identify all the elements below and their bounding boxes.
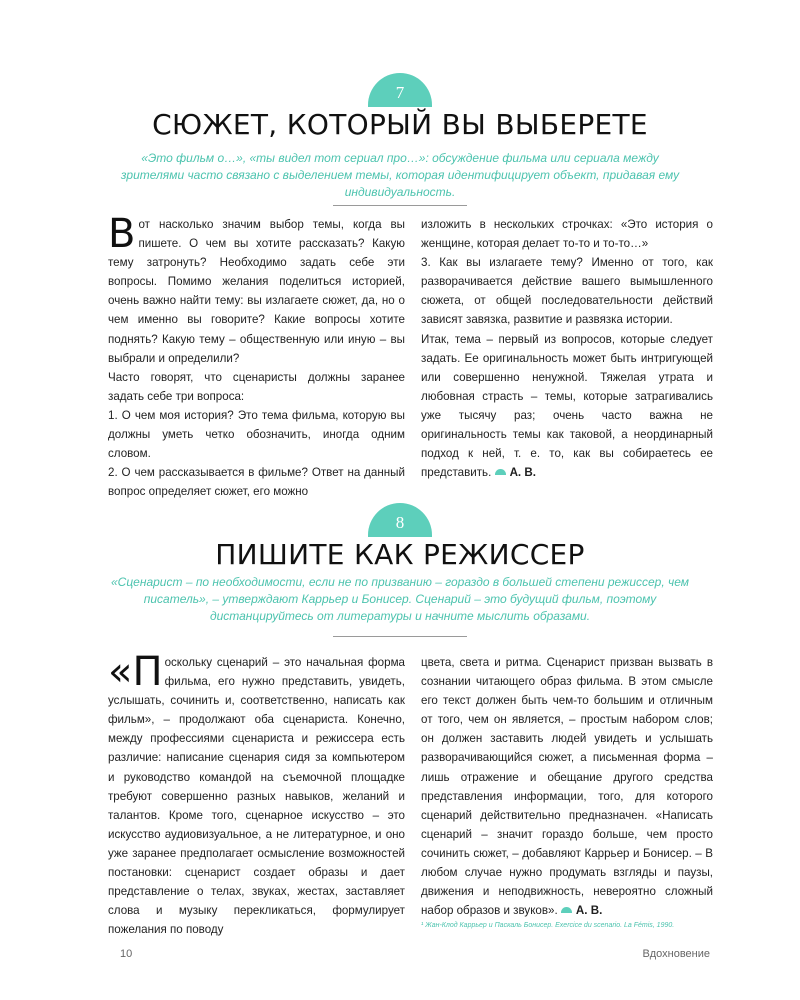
section-title: ПИШИТЕ КАК РЕЖИССЕР — [215, 538, 585, 571]
paragraph — [421, 330, 713, 483]
column-left — [108, 211, 405, 501]
semicircle-icon — [561, 907, 572, 913]
running-title: Вдохновение — [642, 948, 710, 960]
footnote: ¹ Жан-Клод Каррьер и Паскаль Бонисер. Exercice du scenario. La Fémis, 1990. — [421, 922, 675, 929]
author-signature — [495, 466, 536, 479]
paragraph: 3. Как вы излагаете тему? Именно от того, как разворачивается действие вашего вымышленного сюжета, от общей последовательности действий зависят завязка, развитие и развязка истории. — [421, 256, 713, 327]
column-right — [421, 215, 713, 482]
paragraph-text: цвета, света и ритма. Сценарист призван вызвать в сознании читающего образ фильма. В этом смысле его текст должен быть чем-то большим и отличным от того, чем он является, – простым набором слов; он должен заставить людей увидеть и услышать разворачивающийся сюжет, а письменная форма – лишь отражение и обещание другого средства представления информации, того, для которого сценарий действительно предназначен. «Написать сценарий – значит гораздо больше, чем просто сочинить сюжет, – добавляют Каррьер и Бонисер. – В любом случае нужно продумать взгляды и паузы, движения и неподвижность, невероятно сложный набор образов и звуков». — [421, 656, 713, 918]
section-number-badge: 8 — [368, 503, 432, 537]
signature-text: А. В. — [575, 904, 603, 918]
signature-text: А. В. — [509, 466, 536, 480]
author-signature — [561, 904, 602, 917]
drop-cap: В — [108, 211, 136, 257]
column-right — [421, 653, 713, 920]
section-lead: «Сценарист – по необходимости, если не по призванию – гораздо в большей степени режиссер, чем писатель», – утверждают Каррьер и Бонисер. Сценарий – это будущий фильм, поэтому дистанцируйтесь от литературы и начните мыслить образами. — [110, 575, 689, 623]
semicircle-icon — [495, 469, 506, 475]
paragraph: 2. О чем рассказывается в фильме? Ответ на данный вопрос определяет сюжет, его можно — [108, 466, 405, 499]
drop-cap: «П — [108, 649, 163, 695]
paragraph: от насколько значим выбор темы, когда вы пишете. О чем вы хотите рассказать? Какую тему затронуть? Необходимо задать себе эти вопросы. Помимо желания поделиться историей, очень важно найти тему: вы излагаете сюжет, да, но о чем именно вы говорите? Какие вопросы хотите поднять? Какую тему – общественную или иную – вы выбрали и определили? — [108, 218, 405, 365]
paragraph-text: Итак, тема – первый из вопросов, которые следует задать. Ее оригинальность может быть интригующей или совершенно ненужной. Тяжелая утрата и любовная страсть – темы, которые затрагивались уже тысячу раз; очень часто важна не оригинальность темы как таковой, а неординарный подход к ней, т. е. то, как вы собираетесь ее представить. — [421, 332, 713, 480]
divider — [333, 636, 467, 637]
section-lead: «Это фильм о…», «ты видел тот сериал про…»: обсуждение фильма или сериала между зрителями часто связано с выделением темы, которая идентифицирует объект, придавая ему индивидуальность. — [120, 151, 680, 199]
paragraph: Часто говорят, что сценаристы должны заранее задать себе три вопроса: — [108, 370, 405, 403]
divider — [333, 205, 467, 206]
section-title: СЮЖЕТ, КОТОРЫЙ ВЫ ВЫБЕРЕТЕ — [152, 108, 648, 141]
paragraph: 1. О чем моя история? Это тема фильма, которую вы должны уметь четко обозначить, иногда одним словом. — [108, 408, 405, 461]
column-left — [108, 649, 405, 939]
page-number: 10 — [120, 948, 133, 960]
paragraph: изложить в нескольких строчках: «Это история о женщине, которая делает то-то и то-то…» — [421, 218, 713, 251]
section-number-badge: 7 — [368, 73, 432, 107]
paragraph — [421, 653, 713, 920]
paragraph: оскольку сценарий – это начальная форма фильма, его нужно представить, увидеть, услышать, сочинить и, соответственно, написать как фильм», – продолжают оба сценариста. Конечно, между профессиями сценариста и режиссера есть различие: написание сценария сидя за компьютером и руководство командой на съемочной площадке требуют совершенно разных навыков, желаний и талантов. Кроме того, сценарное искусство – это искусство аудиовизуальное, а не литературное, и оно уже заранее предполагает осмысление возможностей постановки: сценарист создает образы и дает представление о телах, звуках, жестах, заставляет слова и музыку перекликаться, формулирует пожелания по поводу — [108, 656, 405, 937]
